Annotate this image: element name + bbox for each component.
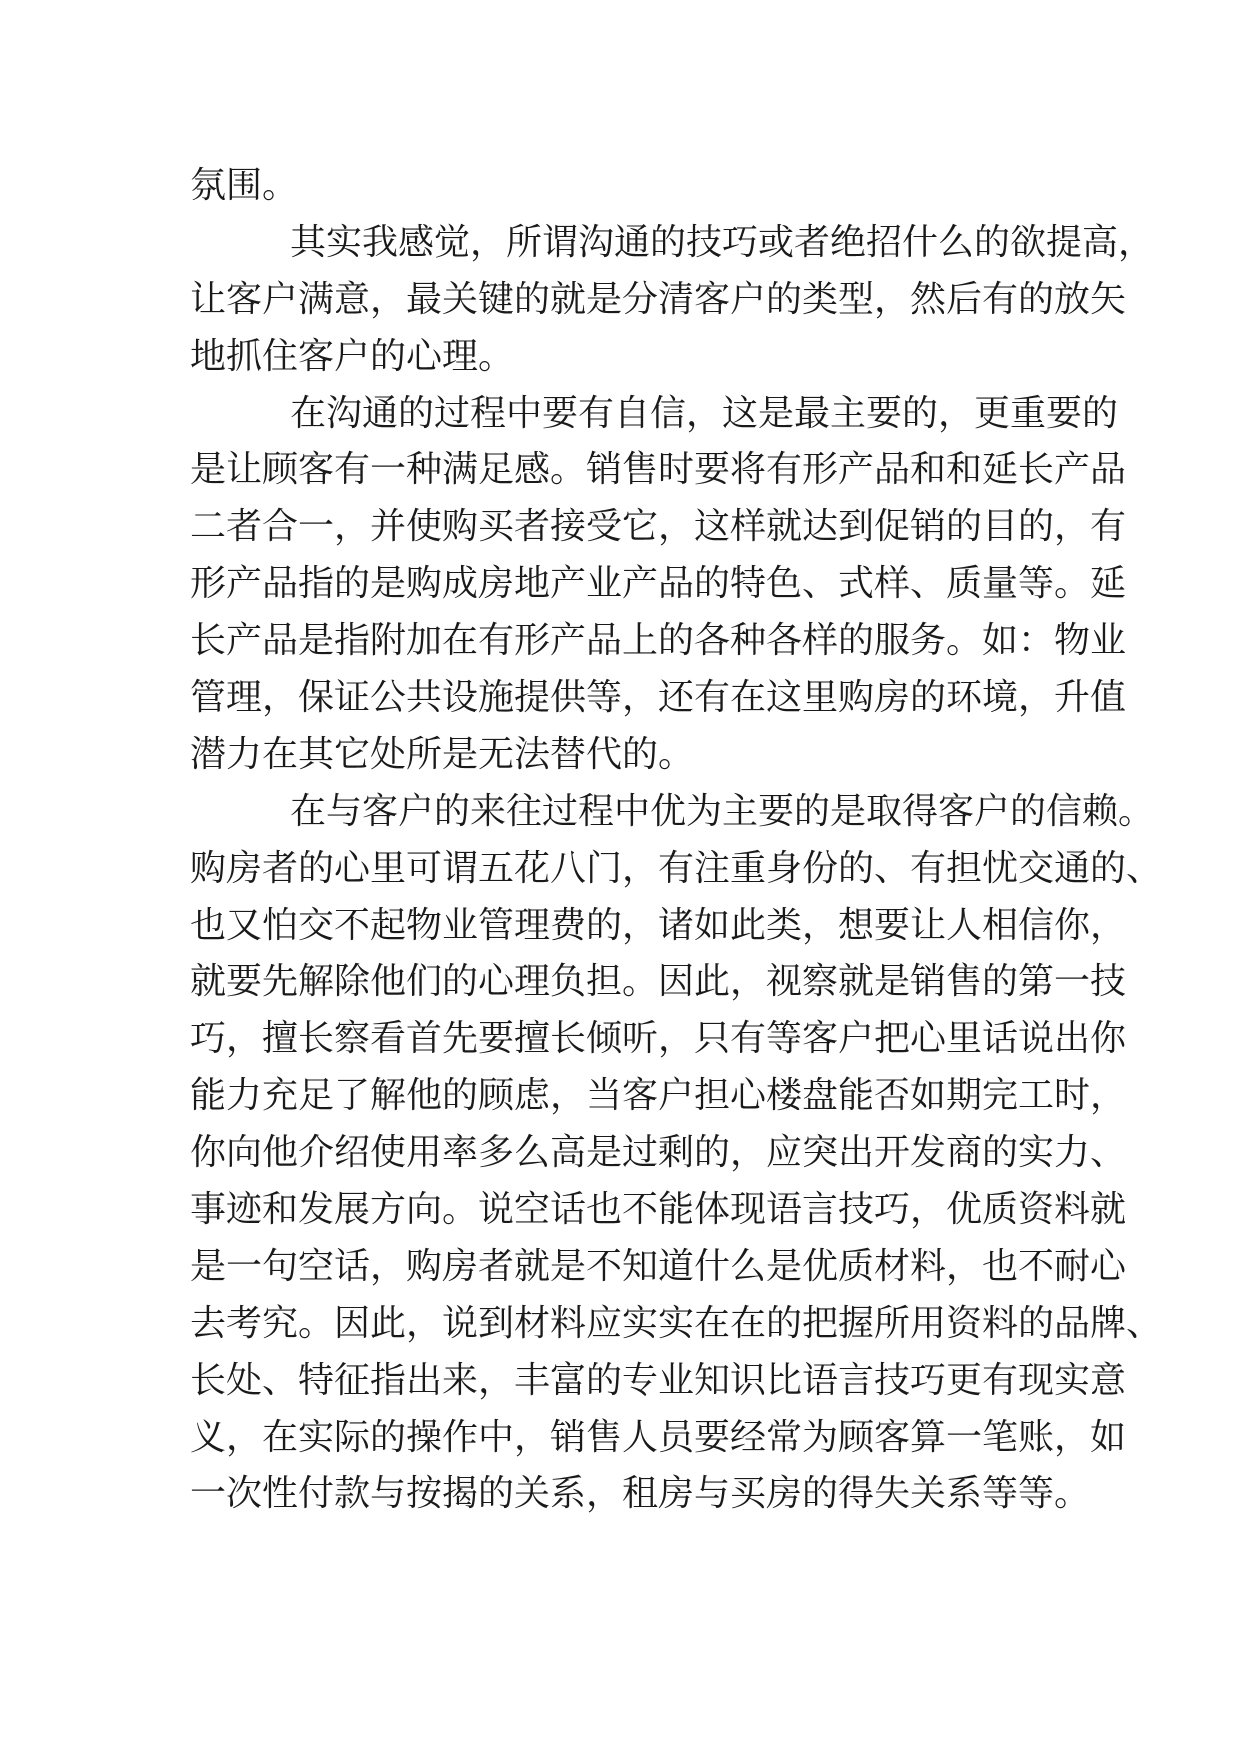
text-line: 你向他介绍使用率多么高是过剩的，应突出开发商的实力、 xyxy=(190,1132,1127,1174)
text-line: 长处、特征指出来，丰富的专业知识比语言技巧更有现实意 xyxy=(190,1359,1127,1401)
text-line: 义，在实际的操作中，销售人员要经常为顾客算一笔账，如 xyxy=(190,1416,1127,1458)
text-line: 潜力在其它处所是无法替代的。 xyxy=(190,733,695,775)
text-line: 事迹和发展方向。说空话也不能体现语言技巧，优质资料就 xyxy=(190,1189,1127,1231)
text-line: 是让顾客有一种满足感。销售时要将有形产品和和延长产品 xyxy=(190,449,1127,491)
text-line: 地抓住客户的心理。 xyxy=(190,335,515,377)
document-body xyxy=(190,158,1163,1523)
text-line: 管理，保证公共设施提供等，还有在这里购房的环境，升值 xyxy=(190,677,1127,719)
text-line: 也又怕交不起物业管理费的，诸如此类，想要让人相信你， xyxy=(190,904,1127,946)
text-line: 其实我感觉，所谓沟通的技巧或者绝招什么的欲提高， xyxy=(290,221,1155,263)
text-line: 购房者的心里可谓五花八门，有注重身份的、有担忧交通的、 xyxy=(190,847,1163,889)
text-line: 是一句空话，购房者就是不知道什么是优质材料，也不耐心 xyxy=(190,1245,1127,1287)
text-line: 氛围。 xyxy=(190,165,299,206)
text-line: 能力充足了解他的顾虑，当客户担心楼盘能否如期完工时， xyxy=(190,1075,1127,1117)
text-line: 形产品指的是购成房地产业产品的特色、式样、质量等。延 xyxy=(190,563,1127,605)
text-line: 二者合一，并使购买者接受它，这样就达到促销的目的，有 xyxy=(190,506,1127,548)
text-line: 在沟通的过程中要有自信，这是最主要的，更重要的 xyxy=(290,392,1119,434)
text-line: 一次性付款与按揭的关系，租房与买房的得失关系等等。 xyxy=(190,1473,1091,1515)
text-line: 就要先解除他们的心理负担。因此，视察就是销售的第一技 xyxy=(190,961,1127,1003)
text-line: 去考究。因此，说到材料应实实在在的把握所用资料的品牌、 xyxy=(190,1302,1163,1344)
text-line: 在与客户的来往过程中优为主要的是取得客户的信赖。 xyxy=(290,790,1155,832)
text-line: 让客户满意，最关键的就是分清客户的类型，然后有的放矢 xyxy=(190,278,1127,320)
text-line: 长产品是指附加在有形产品上的各种各样的服务。如：物业 xyxy=(190,620,1127,662)
text-line: 巧，擅长察看首先要擅长倾听，只有等客户把心里话说出你 xyxy=(190,1018,1127,1060)
